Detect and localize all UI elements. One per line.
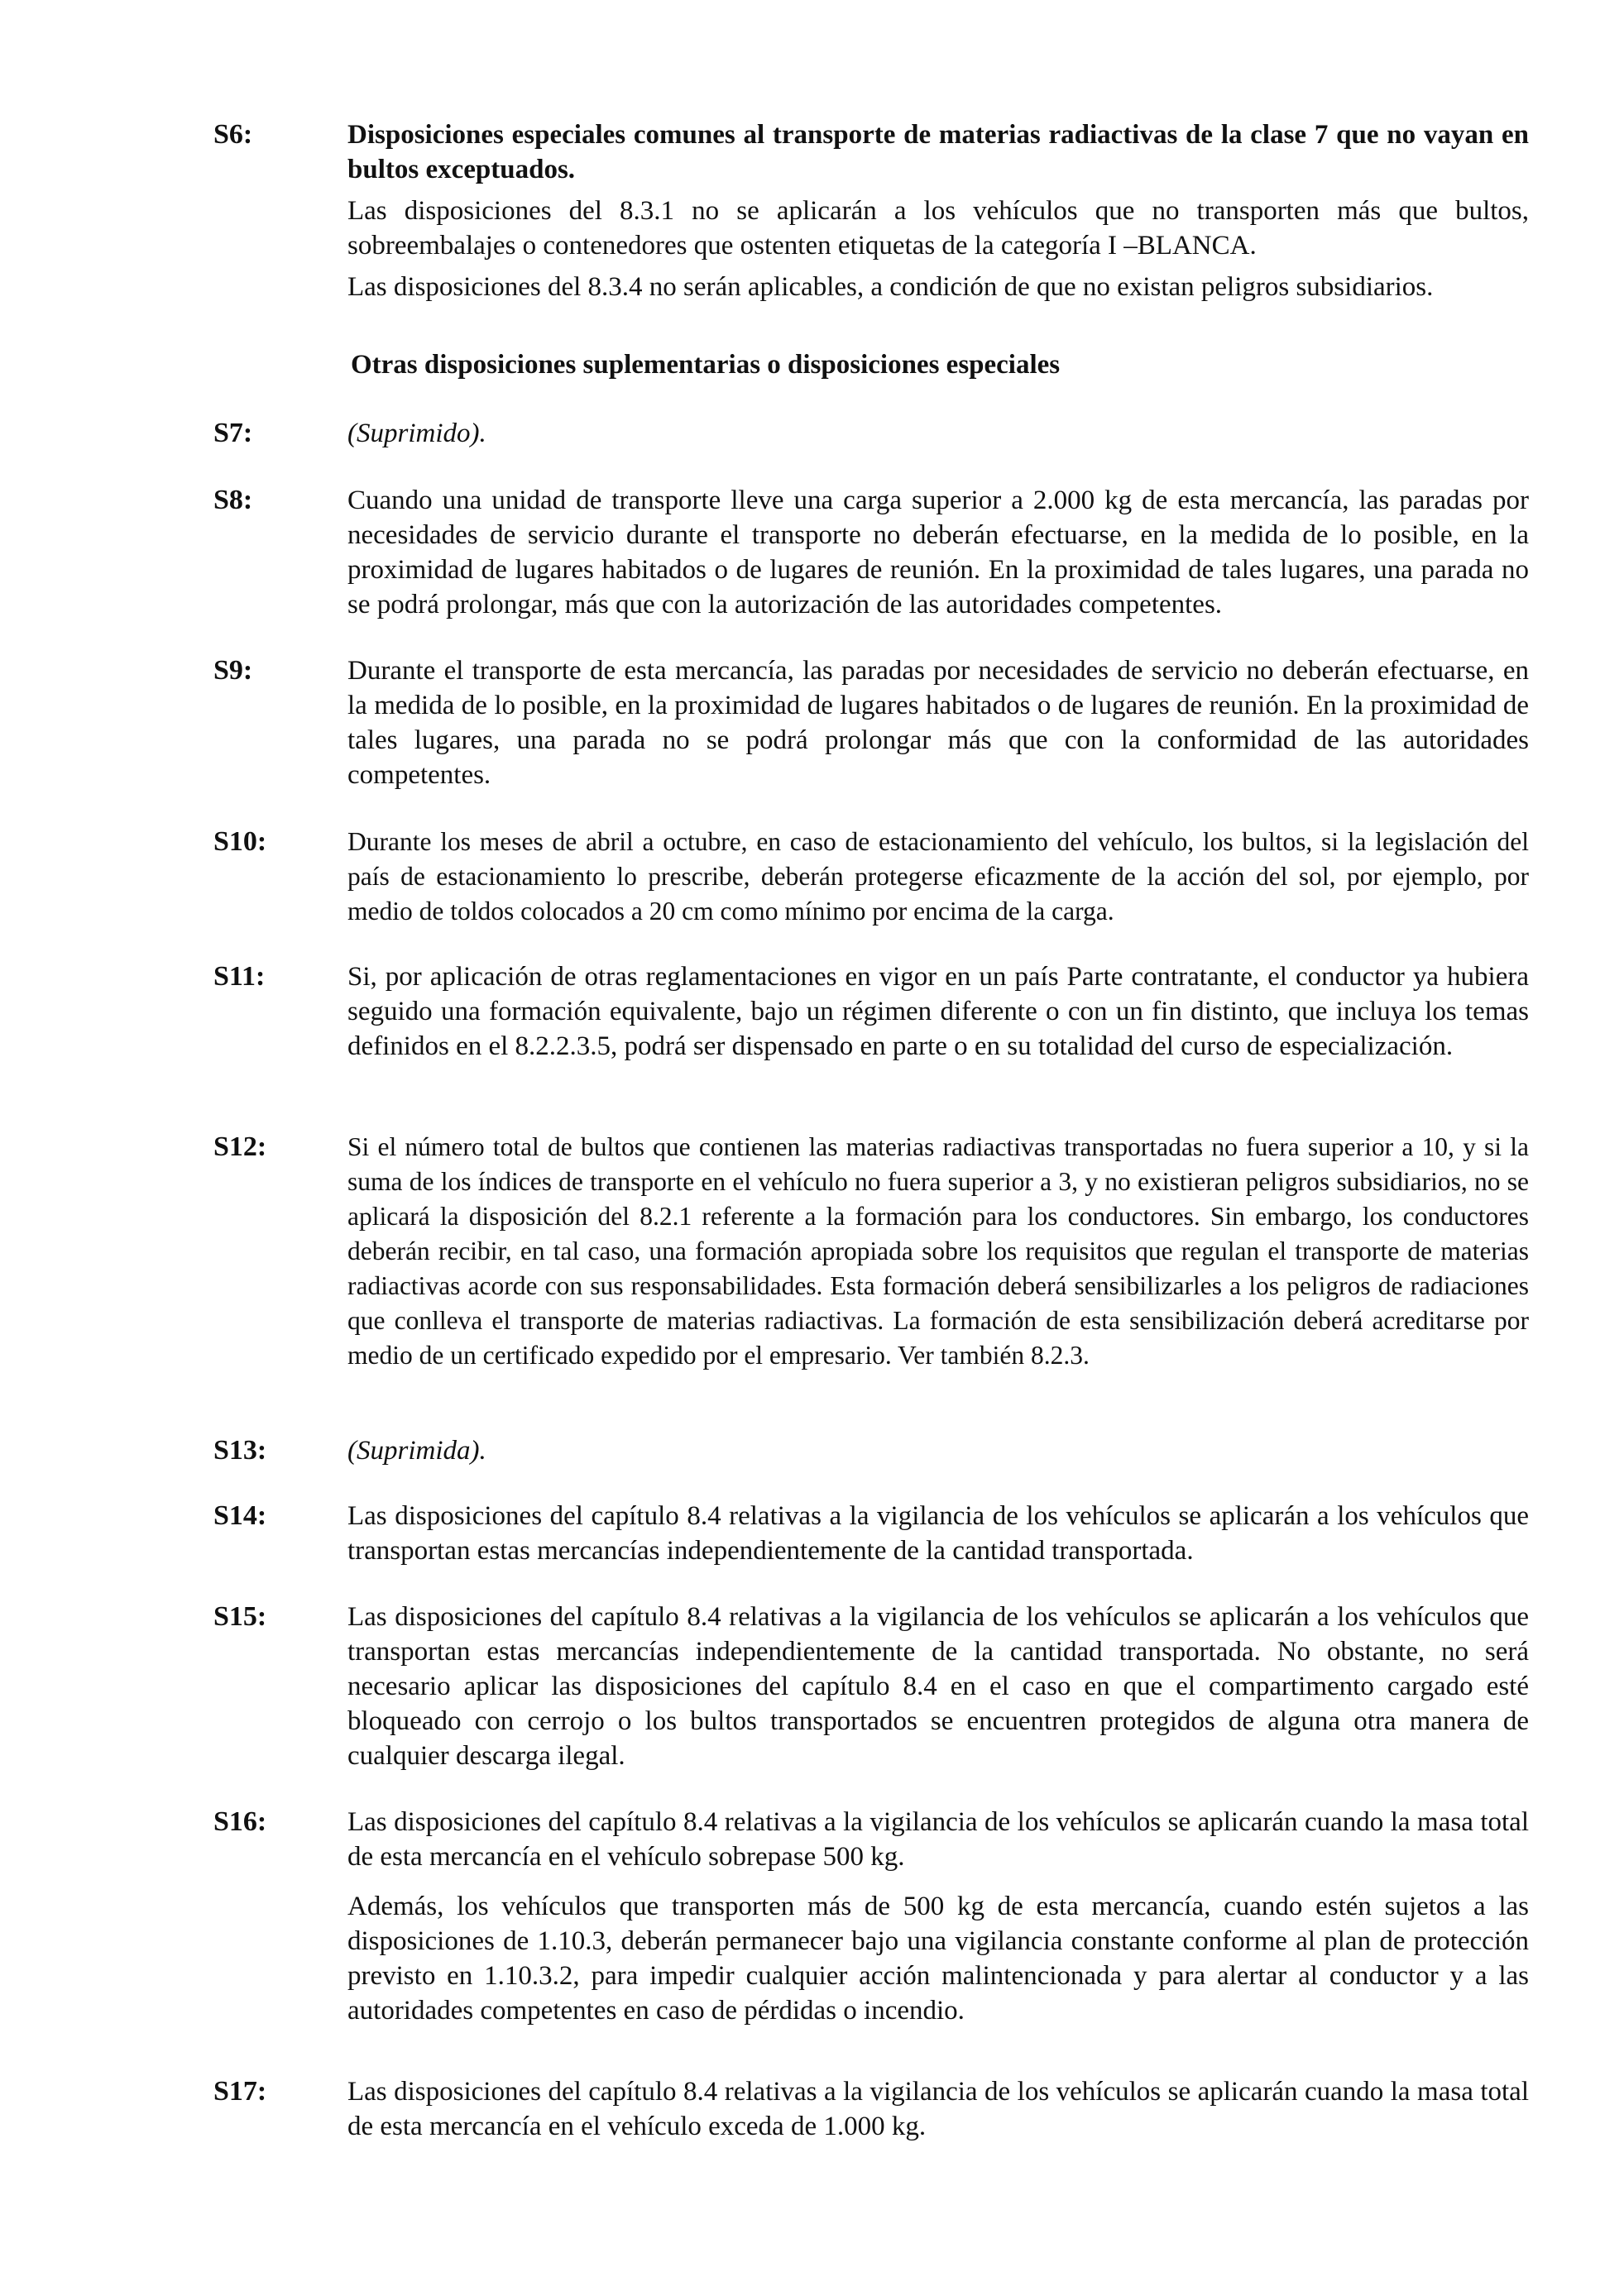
entry-paragraph: Las disposiciones del capítulo 8.4 relativas a la vigilancia de los vehículos se aplicarán a los vehículos que transportan estas mercancías independientemente de la cantidad transportada. No obstante, no será necesario aplicar las disposiciones del capítulo 8.4 en el caso en que el compartimento cargado esté bloqueado con cerrojo o los bultos transportados se encuentren protegidos de alguna otra manera de cualquier descarga ilegal.: [347, 1602, 1529, 1771]
entry-body: [347, 483, 1529, 622]
entry-paragraph: Si el número total de bultos que contienen las materias radiactivas transportadas no fuera superior a 10, y si la suma de los índices de transporte en el vehículo no fuera superior a 3, y no existieran peligros subsidiarios, no se aplicará la disposición del 8.2.1 referente a la formación para los conductores. Sin embargo, los conductores deberán recibir, en tal caso, una formación apropiada sobre los requisitos que regulan el transporte de materias radiactivas acorde con sus responsabilidades. Esta formación deberá sensibilizarles a los peligros de radiaciones que conlleva el transporte de materias radiactivas. La formación de esta sensibilización deberá acreditarse por medio de un certificado expedido por el empresario. Ver también 8.2.3.: [347, 1132, 1529, 1370]
entry-code: S8:: [213, 485, 253, 515]
entry-paragraph: Las disposiciones del capítulo 8.4 relativas a la vigilancia de los vehículos se aplicarán a los vehículos que transportan estas mercancías independientemente de la cantidad transportada.: [347, 1501, 1529, 1566]
section-subheading: Otras disposiciones suplementarias o disposiciones especiales: [351, 350, 1061, 380]
entry-paragraph: Durante los meses de abril a octubre, en caso de estacionamiento del vehículo, los bultos, si la legislación del país de estacionamiento lo prescribe, deberán protegerse eficazmente de la acción del sol, por ejemplo, por medio de toldos colocados a 20 cm como mínimo por encima de la carga.: [347, 827, 1529, 926]
entry-paragraph: Las disposiciones del 8.3.4 no serán aplicables, a condición de que no existan peligros subsidiarios.: [347, 272, 1434, 302]
entry-code: S10:: [213, 826, 267, 857]
entry-paragraph: Las disposiciones del capítulo 8.4 relativas a la vigilancia de los vehículos se aplicarán cuando la masa total de esta mercancía en el vehículo sobrepase 500 kg.: [347, 1807, 1529, 1872]
entry-code: S16:: [213, 1806, 267, 1837]
entry-paragraph: (Suprimido).: [347, 419, 486, 448]
entry-code: S15:: [213, 1601, 267, 1632]
entry-body: [347, 1600, 1529, 1773]
entry-body: [347, 1499, 1529, 1568]
entry-body: [347, 653, 1529, 792]
entry-code: S13:: [213, 1435, 267, 1466]
entry-paragraph: Además, los vehículos que transporten más de 500 kg de esta mercancía, cuando estén sujetos a las disposiciones de 1.10.3, deberán permanecer bajo una vigilancia constante conforme al plan de protección previsto en 1.10.3.2, para impedir cualquier acción malintencionada y para alertar al conductor y a las autoridades competentes en caso de pérdidas o incendio.: [347, 1892, 1529, 2026]
entry-paragraph: Durante el transporte de esta mercancía, las paradas por necesidades de servicio no deberán efectuarse, en la medida de lo posible, en la proximidad de lugares habitados o de lugares de reunión. En la proximidad de tales lugares, una parada no se podrá prolongar más que con la conformidad de las autoridades competentes.: [347, 656, 1529, 790]
entry-paragraph: Si, por aplicación de otras reglamentaciones en vigor en un país Parte contratante, el conductor ya hubiera seguido una formación equivalente, bajo un régimen diferente o con un fin distinto, que incluya los temas definidos en el 8.2.2.3.5, podrá ser dispensado en parte o en su totalidad del curso de especialización.: [347, 962, 1529, 1061]
entry-body: [347, 825, 1529, 929]
entry-body: [347, 1130, 1529, 1373]
entry-code: S11:: [213, 961, 266, 992]
entry-code: S14:: [213, 1500, 267, 1531]
entry-body: [347, 959, 1529, 1064]
entry-paragraph: Las disposiciones del capítulo 8.4 relativas a la vigilancia de los vehículos se aplicarán cuando la masa total de esta mercancía en el vehículo exceda de 1.000 kg.: [347, 2077, 1529, 2141]
entry-body: [347, 117, 1529, 304]
entry-code: S9:: [213, 655, 253, 686]
entry-paragraph: Las disposiciones del 8.3.1 no se aplicarán a los vehículos que no transporten más que bultos, sobreembalajes o contenedores que ostenten etiquetas de la categoría I –BLANCA.: [347, 196, 1529, 261]
entry-code: S12:: [213, 1131, 267, 1162]
entry-code: S7:: [213, 418, 253, 448]
entry-body: [347, 1805, 1529, 2028]
entry-body: [347, 416, 1529, 451]
entry-paragraph: (Suprimida).: [347, 1436, 486, 1466]
entry-paragraph: Cuando una unidad de transporte lleve una carga superior a 2.000 kg de esta mercancía, las paradas por necesidades de servicio durante el transporte no deberán efectuarse, en la medida de lo posible, en la proximidad de lugares habitados o de lugares de reunión. En la proximidad de tales lugares, una parada no se podrá prolongar, más que con la autorización de las autoridades competentes.: [347, 486, 1529, 619]
entry-body: [347, 2074, 1529, 2144]
entry-code: S6:: [213, 119, 253, 150]
entry-body: [347, 1433, 1529, 1468]
entry-heading: Disposiciones especiales comunes al transporte de materias radiactivas de la clase 7 que no vayan en bultos exceptuados.: [347, 120, 1529, 184]
entry-code: S17:: [213, 2076, 267, 2107]
